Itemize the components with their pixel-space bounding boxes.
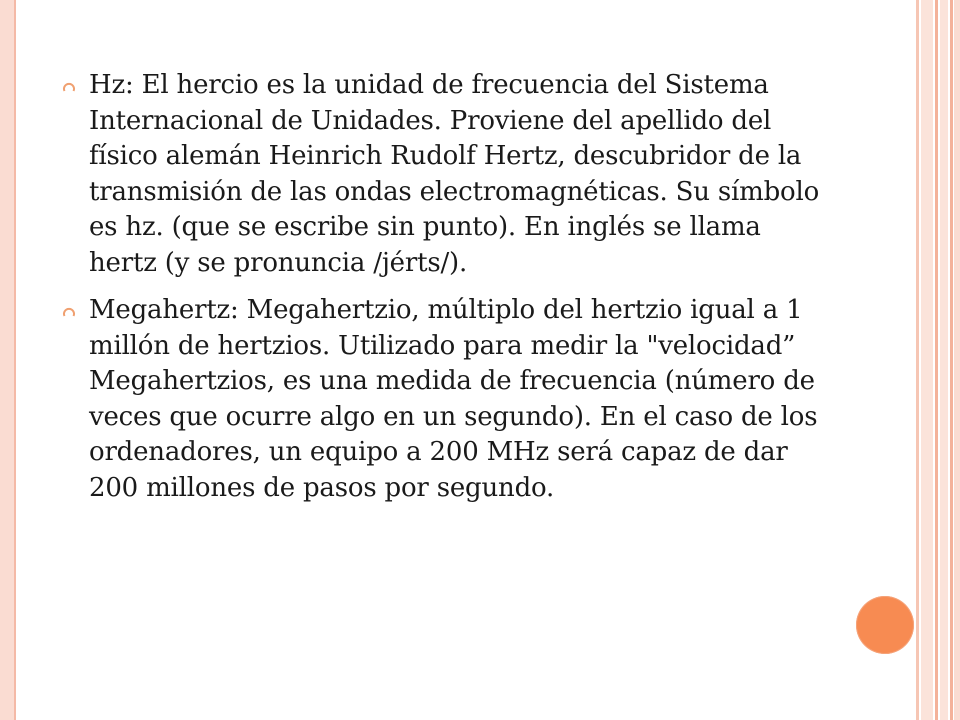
bullet-arc-icon — [62, 304, 76, 318]
list-item — [62, 68, 832, 281]
bullet-text: Hz: El hercio es la unidad de frecuencia del Sistema Internacional de Unidades. Proviene del apellido del físico alemán Heinrich Rudolf Hertz, descubridor de la transmisión de las ondas electromagnéticas. Su símbolo es hz. (que se escribe sin punto). En inglés se llama hertz (y se pronuncia /jérts/). — [89, 70, 820, 278]
stripe-5 — [950, 0, 953, 720]
list-item — [62, 293, 832, 506]
stripe-3 — [935, 0, 938, 720]
bullet-text: Megahertz: Megahertzio, múltiplo del hertzio igual a 1 millón de hertzios. Utilizado para medir la "velocidad” Megahertzios, es una medida de frecuencia (número de veces que ocurre algo en un segundo). En el caso de los ordenadores, un equipo a 200 MHz será capaz de dar 200 millones de pasos por segundo. — [89, 295, 818, 503]
stripe-4 — [940, 0, 948, 720]
stripe-2 — [921, 0, 933, 720]
left-border-decoration — [0, 0, 14, 720]
right-stripes-decoration — [916, 0, 960, 720]
stripe-1 — [916, 0, 919, 720]
bullet-list — [62, 68, 832, 518]
accent-circle-decoration — [856, 596, 914, 654]
left-border-line — [14, 0, 16, 720]
stripe-6 — [954, 0, 960, 720]
bullet-arc-icon — [62, 79, 76, 93]
